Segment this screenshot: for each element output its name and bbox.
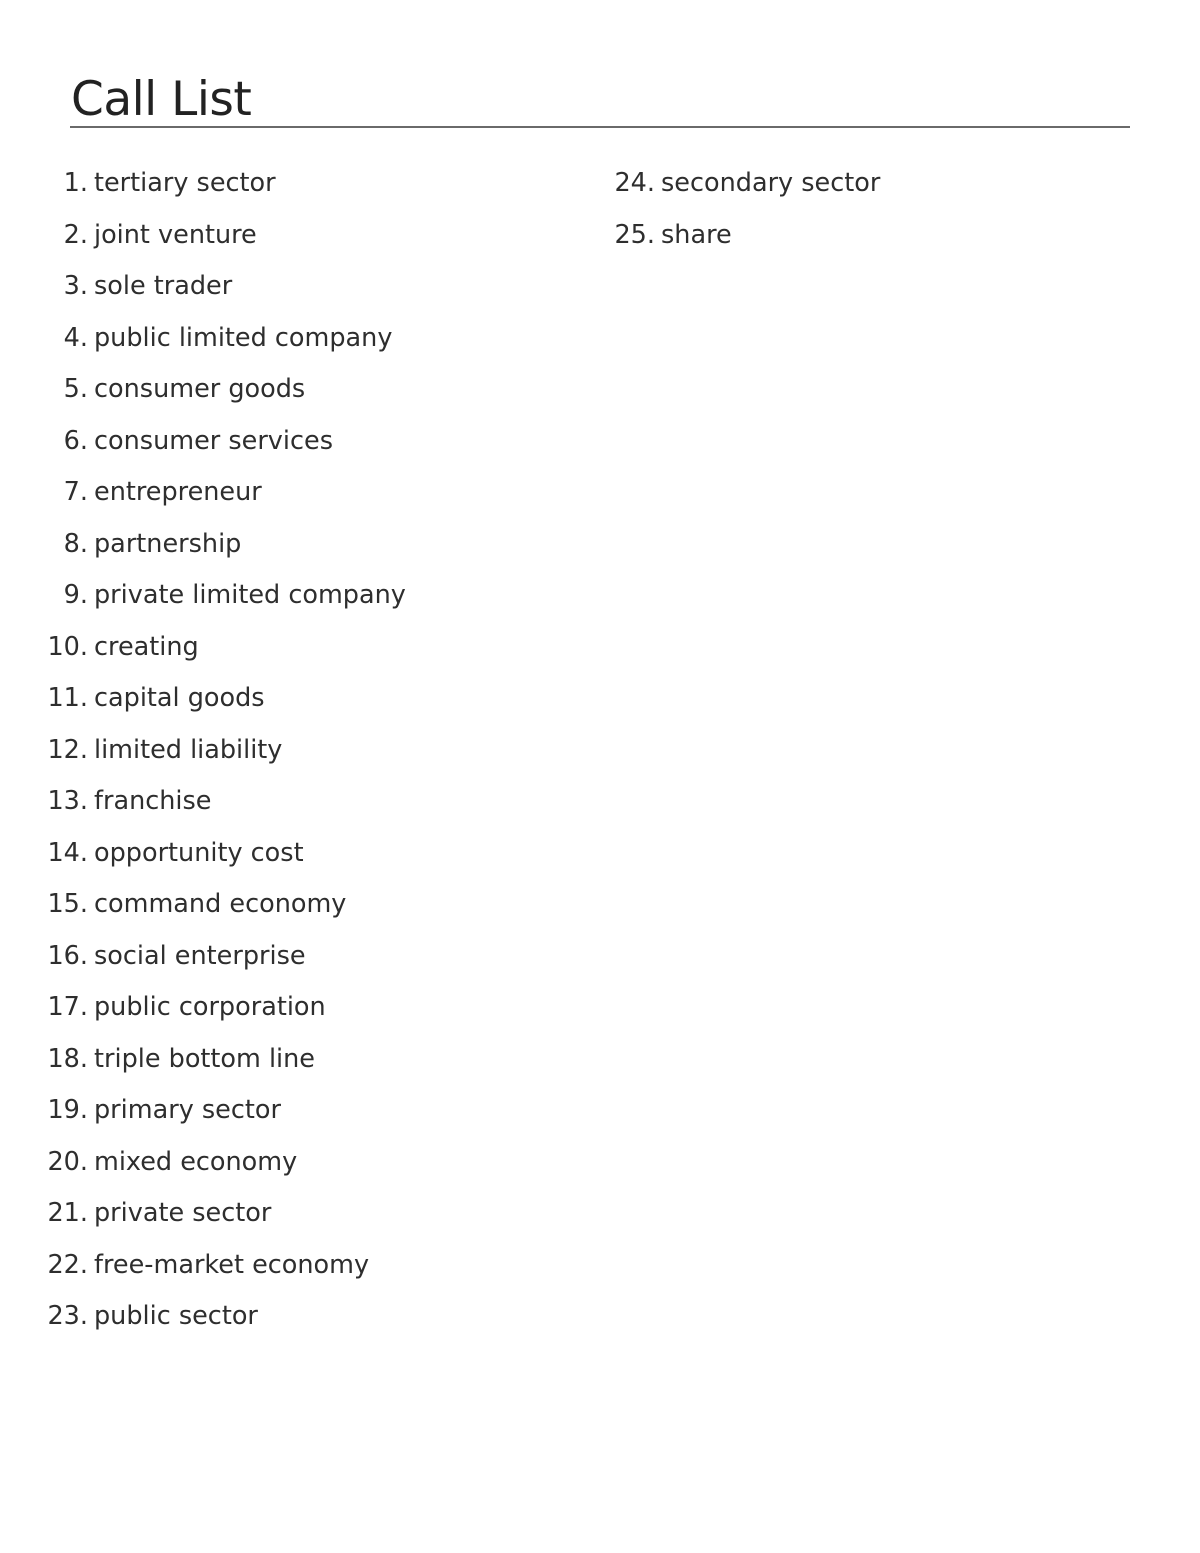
list-item-number: 11.: [47, 683, 88, 713]
list-item-term: consumer services: [94, 425, 333, 456]
list-item-number: 8.: [63, 528, 88, 559]
list-item-number: 1.: [63, 168, 88, 198]
list-item: [0, 210, 560, 262]
list-item: [0, 416, 560, 468]
list-item-number: 14.: [47, 837, 88, 868]
list-item-term: primary sector: [94, 1095, 281, 1125]
list-item: [0, 1188, 560, 1240]
list-item-term: opportunity cost: [94, 837, 304, 868]
list-item-term: tertiary sector: [94, 168, 276, 198]
list-item: [0, 467, 560, 519]
list-item-term: joint venture: [94, 219, 257, 250]
list-item-term: share: [661, 219, 732, 250]
list-item: [0, 364, 560, 416]
list-item-number: 25.: [614, 219, 655, 250]
list-item-number: 4.: [63, 322, 88, 353]
list-item-term: creating: [94, 631, 199, 662]
list-item: [0, 1085, 560, 1137]
list-item-number: 19.: [47, 1095, 88, 1125]
list-item: [0, 725, 560, 777]
list-item-term: private sector: [94, 1198, 272, 1228]
list-item-term: partnership: [94, 528, 242, 559]
list-item-term: private limited company: [94, 580, 406, 610]
title-divider: [70, 126, 1130, 128]
list-item-number: 15.: [47, 889, 88, 919]
list-item: [0, 982, 560, 1034]
list-item: [0, 1137, 560, 1189]
list-item-term: public corporation: [94, 992, 326, 1022]
list-item: [0, 570, 560, 622]
list-item-number: 23.: [47, 1301, 88, 1331]
list-item-number: 5.: [63, 374, 88, 404]
list-item-term: sole trader: [94, 271, 233, 301]
list-item-number: 22.: [47, 1249, 88, 1280]
call-list-left-column: [0, 158, 560, 1343]
list-item-term: mixed economy: [94, 1146, 298, 1177]
list-item-number: 10.: [47, 631, 88, 662]
list-item-term: entrepreneur: [94, 477, 262, 507]
list-item-term: public sector: [94, 1301, 258, 1331]
list-item: [0, 313, 560, 365]
list-item-term: command economy: [94, 889, 347, 919]
list-item-term: public limited company: [94, 322, 393, 353]
list-item-term: capital goods: [94, 683, 265, 713]
list-item-term: free-market economy: [94, 1249, 370, 1280]
list-item-term: limited liability: [94, 734, 283, 765]
list-item: [0, 1291, 560, 1343]
list-item-number: 2.: [63, 219, 88, 250]
list-item: [0, 158, 560, 210]
list-item-number: 24.: [614, 168, 655, 198]
list-item-number: 18.: [47, 1043, 88, 1074]
list-item-term: triple bottom line: [94, 1043, 315, 1074]
list-item: [0, 879, 560, 931]
call-list-right-column: [560, 158, 1120, 261]
list-item-number: 7.: [63, 477, 88, 507]
list-item: [0, 519, 560, 571]
list-item-term: social enterprise: [94, 940, 306, 971]
list-item: [0, 622, 560, 674]
list-item-number: 3.: [63, 271, 88, 301]
list-item: [0, 261, 560, 313]
list-item-number: 21.: [47, 1198, 88, 1228]
list-item-number: 6.: [63, 425, 88, 456]
list-item: [0, 776, 560, 828]
list-item-number: 12.: [47, 734, 88, 765]
list-item: [0, 1034, 560, 1086]
list-item-number: 16.: [47, 940, 88, 971]
list-item-number: 13.: [47, 786, 88, 816]
list-item-number: 9.: [63, 580, 88, 610]
list-item: [0, 931, 560, 983]
list-item: [560, 158, 1120, 210]
list-item: [560, 210, 1120, 262]
list-item-number: 17.: [47, 992, 88, 1022]
list-item: [0, 828, 560, 880]
list-item: [0, 1240, 560, 1292]
page-title: Call List: [71, 72, 252, 127]
list-item-term: franchise: [94, 786, 212, 816]
list-item: [0, 673, 560, 725]
list-item-term: secondary sector: [661, 168, 881, 198]
list-item-number: 20.: [47, 1146, 88, 1177]
list-item-term: consumer goods: [94, 374, 306, 404]
